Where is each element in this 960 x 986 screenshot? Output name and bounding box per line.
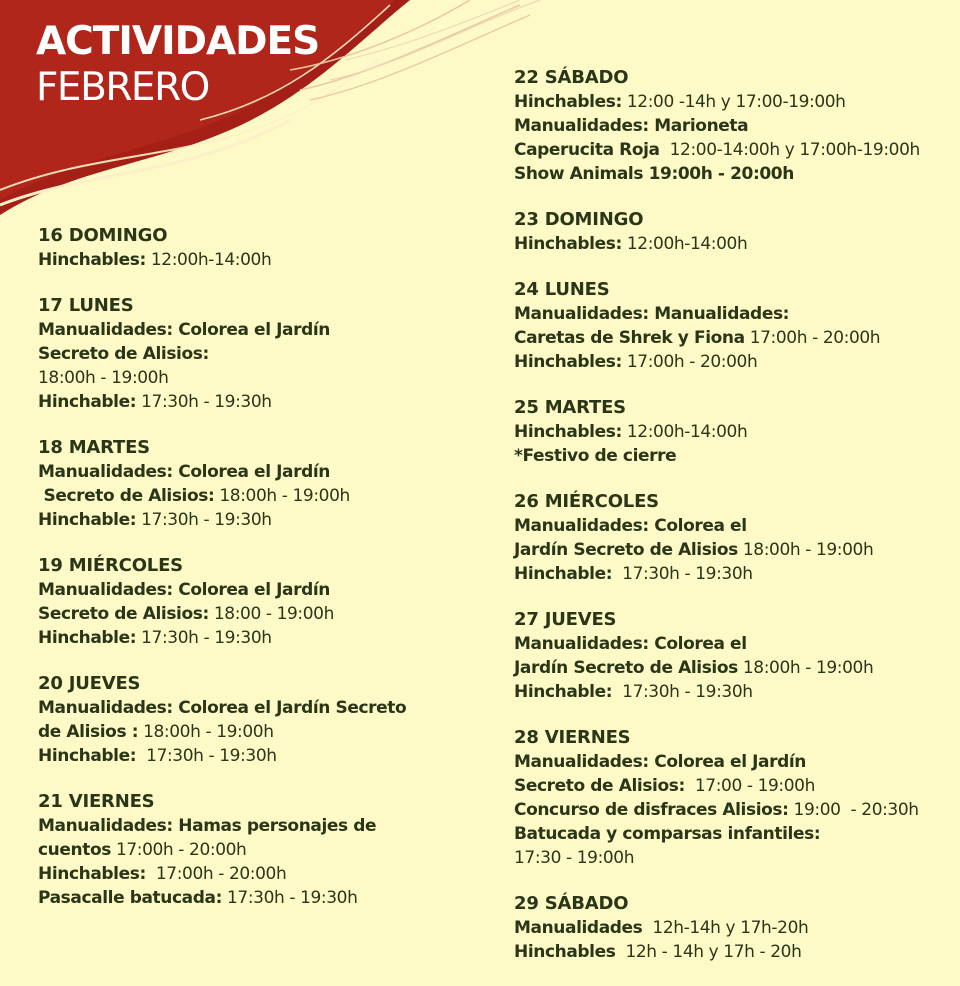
day-block xyxy=(514,278,954,374)
activity-line xyxy=(38,318,478,342)
activity-time: 17:00 - 19:00h xyxy=(684,776,815,796)
activity-time: 19:00 - 20:30h xyxy=(788,800,919,820)
activity-label: Hinchable: xyxy=(514,682,613,702)
activity-label: Manualidades xyxy=(514,918,643,938)
activity-label: Manualidades: Colorea el Jardín xyxy=(38,320,331,340)
activity-label: cuentos xyxy=(38,840,111,860)
activity-line xyxy=(514,750,954,774)
activity-line xyxy=(38,814,478,838)
activity-time: 17:30h - 19:30h xyxy=(136,392,272,412)
activity-label: Manualidades: Marioneta xyxy=(514,116,749,136)
activity-time: 17:00h - 20:00h xyxy=(110,840,247,860)
day-title: 22 SÁBADO xyxy=(514,67,629,88)
activity-line xyxy=(38,720,478,744)
day-title: 19 MIÉRCOLES xyxy=(38,555,183,576)
activity-label: Secreto de Alisios: xyxy=(38,604,209,624)
activity-line xyxy=(514,162,954,186)
activity-time: 17:30h - 19:30h xyxy=(221,888,358,908)
activity-line xyxy=(514,302,954,326)
day-block xyxy=(38,224,478,272)
activity-line xyxy=(38,578,478,602)
activity-line xyxy=(38,366,478,390)
activity-label: Pasacalle batucada: xyxy=(38,888,222,908)
activity-label: Manualidades: Colorea el Jardín xyxy=(514,752,807,772)
activity-line xyxy=(38,342,478,366)
activity-label: Manualidades: Colorea el xyxy=(514,516,747,536)
activity-label: Hinchables: xyxy=(38,864,146,884)
activity-line xyxy=(514,114,954,138)
activity-label: *Festivo de cierre xyxy=(514,446,677,466)
day-title: 29 SÁBADO xyxy=(514,893,629,914)
day-title: 18 MARTES xyxy=(38,437,150,458)
activity-time: 18:00h - 19:00h xyxy=(737,658,874,678)
activity-label: Show Animals 19:00h - 20:00h xyxy=(514,164,794,184)
activity-label: Manualidades: Colorea el xyxy=(514,634,747,654)
activity-time: 17:30h - 19:30h xyxy=(136,746,277,766)
activity-time: 12:00 -14h y 17:00-19:00h xyxy=(621,92,846,112)
activity-line xyxy=(38,460,478,484)
activity-line xyxy=(38,508,478,532)
activity-label: Manualidades: Hamas personajes de xyxy=(38,816,377,836)
activity-label: de Alisios : xyxy=(38,722,139,742)
activity-time: 18:00h - 19:00h xyxy=(737,540,874,560)
activity-line xyxy=(514,822,954,846)
day-title: 16 DOMINGO xyxy=(38,225,168,246)
day-title: 25 MARTES xyxy=(514,397,626,418)
day-block xyxy=(38,436,478,532)
activity-label: Hinchable: xyxy=(38,746,137,766)
activity-line xyxy=(514,90,954,114)
day-title: 21 VIERNES xyxy=(38,791,155,812)
activity-time: 17:00h - 20:00h xyxy=(621,352,758,372)
day-title: 26 MIÉRCOLES xyxy=(514,491,659,512)
activity-time: 18:00h - 19:00h xyxy=(38,368,169,388)
activity-label: Hinchables: xyxy=(514,92,622,112)
activity-line xyxy=(38,862,478,886)
activity-line xyxy=(38,744,478,768)
day-block xyxy=(38,554,478,650)
activity-label: Hinchable: xyxy=(514,564,613,584)
activity-time: 17:30h - 19:30h xyxy=(612,564,753,584)
activity-label: Hinchables: xyxy=(514,234,622,254)
activity-label: Secreto de Alisios: xyxy=(38,486,215,506)
activity-label: Hinchables xyxy=(514,942,616,962)
activity-line xyxy=(514,138,954,162)
activity-label: Caretas de Shrek y Fiona xyxy=(514,328,745,348)
activity-time: 12:00h-14:00h xyxy=(145,250,272,270)
activity-time: 18:00h - 19:00h xyxy=(214,486,350,506)
activity-line xyxy=(38,696,478,720)
activity-line xyxy=(514,656,954,680)
activity-time: 18:00 - 19:00h xyxy=(208,604,334,624)
activity-line xyxy=(514,562,954,586)
activity-line xyxy=(514,326,954,350)
day-block xyxy=(514,208,954,256)
activity-line xyxy=(514,444,954,468)
activity-line xyxy=(514,538,954,562)
day-block xyxy=(514,396,954,468)
day-block xyxy=(514,726,954,870)
activity-time: 12:00h-14:00h xyxy=(621,234,748,254)
activity-label: Hinchables: xyxy=(514,422,622,442)
day-title: 27 JUEVES xyxy=(514,609,617,630)
activity-label: Secreto de Alisios: xyxy=(38,344,209,364)
activity-time: 17:00h - 20:00h xyxy=(145,864,287,884)
day-title: 17 LUNES xyxy=(38,295,134,316)
activity-label: Manualidades: Colorea el Jardín Secreto xyxy=(38,698,407,718)
activity-time: 17:30h - 19:30h xyxy=(136,628,272,648)
title-actividades: ACTIVIDADES xyxy=(36,19,320,64)
activity-label: Jardín Secreto de Alisios xyxy=(514,658,738,678)
activity-label: Hinchables: xyxy=(38,250,146,270)
day-title: 28 VIERNES xyxy=(514,727,631,748)
activity-line xyxy=(514,798,954,822)
day-block xyxy=(38,672,478,768)
activity-label: Batucada y comparsas infantiles: xyxy=(514,824,821,844)
activity-label: Manualidades: Colorea el Jardín xyxy=(38,462,331,482)
activity-line xyxy=(514,420,954,444)
activity-label: Secreto de Alisios: xyxy=(514,776,685,796)
day-title: 20 JUEVES xyxy=(38,673,141,694)
activity-line xyxy=(38,626,478,650)
activity-line xyxy=(514,632,954,656)
activity-time: 12h-14h y 17h-20h xyxy=(642,918,809,938)
title-month: FEBRERO xyxy=(36,65,209,110)
activity-time: 17:30h - 19:30h xyxy=(136,510,272,530)
activity-line xyxy=(514,940,954,964)
day-block xyxy=(514,892,954,964)
schedule-column-left xyxy=(38,224,478,932)
activity-line xyxy=(514,680,954,704)
activity-line xyxy=(38,390,478,414)
activity-label: Concurso de disfraces Alisios: xyxy=(514,800,789,820)
activity-label: Hinchable: xyxy=(38,392,137,412)
activity-line xyxy=(38,838,478,862)
day-block xyxy=(514,66,954,186)
activity-line xyxy=(38,248,478,272)
activity-line xyxy=(514,846,954,870)
day-block xyxy=(38,294,478,414)
activity-line xyxy=(38,602,478,626)
activity-line xyxy=(514,232,954,256)
activity-line xyxy=(514,350,954,374)
activity-time: 17:30 - 19:00h xyxy=(514,848,635,868)
activity-time: 12:00h-14:00h xyxy=(621,422,748,442)
day-block xyxy=(514,608,954,704)
activity-label: Hinchable: xyxy=(38,628,137,648)
day-title: 24 LUNES xyxy=(514,279,610,300)
activity-time: 18:00h - 19:00h xyxy=(138,722,274,742)
activity-time: 17:30h - 19:30h xyxy=(612,682,753,702)
activity-line xyxy=(514,514,954,538)
activity-time: 17:00h - 20:00h xyxy=(744,328,881,348)
activity-label: Manualidades: Colorea el Jardín xyxy=(38,580,331,600)
activity-line xyxy=(514,774,954,798)
activity-time: 12:00-14:00h y 17:00h-19:00h xyxy=(659,140,920,160)
activity-line xyxy=(514,916,954,940)
activity-time: 12h - 14h y 17h - 20h xyxy=(615,942,802,962)
day-title: 23 DOMINGO xyxy=(514,209,644,230)
activity-label: Hinchables: xyxy=(514,352,622,372)
activity-line xyxy=(38,484,478,508)
activity-label: Manualidades: Manualidades: xyxy=(514,304,790,324)
activity-label: Caperucita Roja xyxy=(514,140,660,160)
day-block xyxy=(38,790,478,910)
activity-line xyxy=(38,886,478,910)
activity-label: Hinchable: xyxy=(38,510,137,530)
day-block xyxy=(514,490,954,586)
activity-label: Jardín Secreto de Alisios xyxy=(514,540,738,560)
schedule-column-right xyxy=(514,66,954,986)
